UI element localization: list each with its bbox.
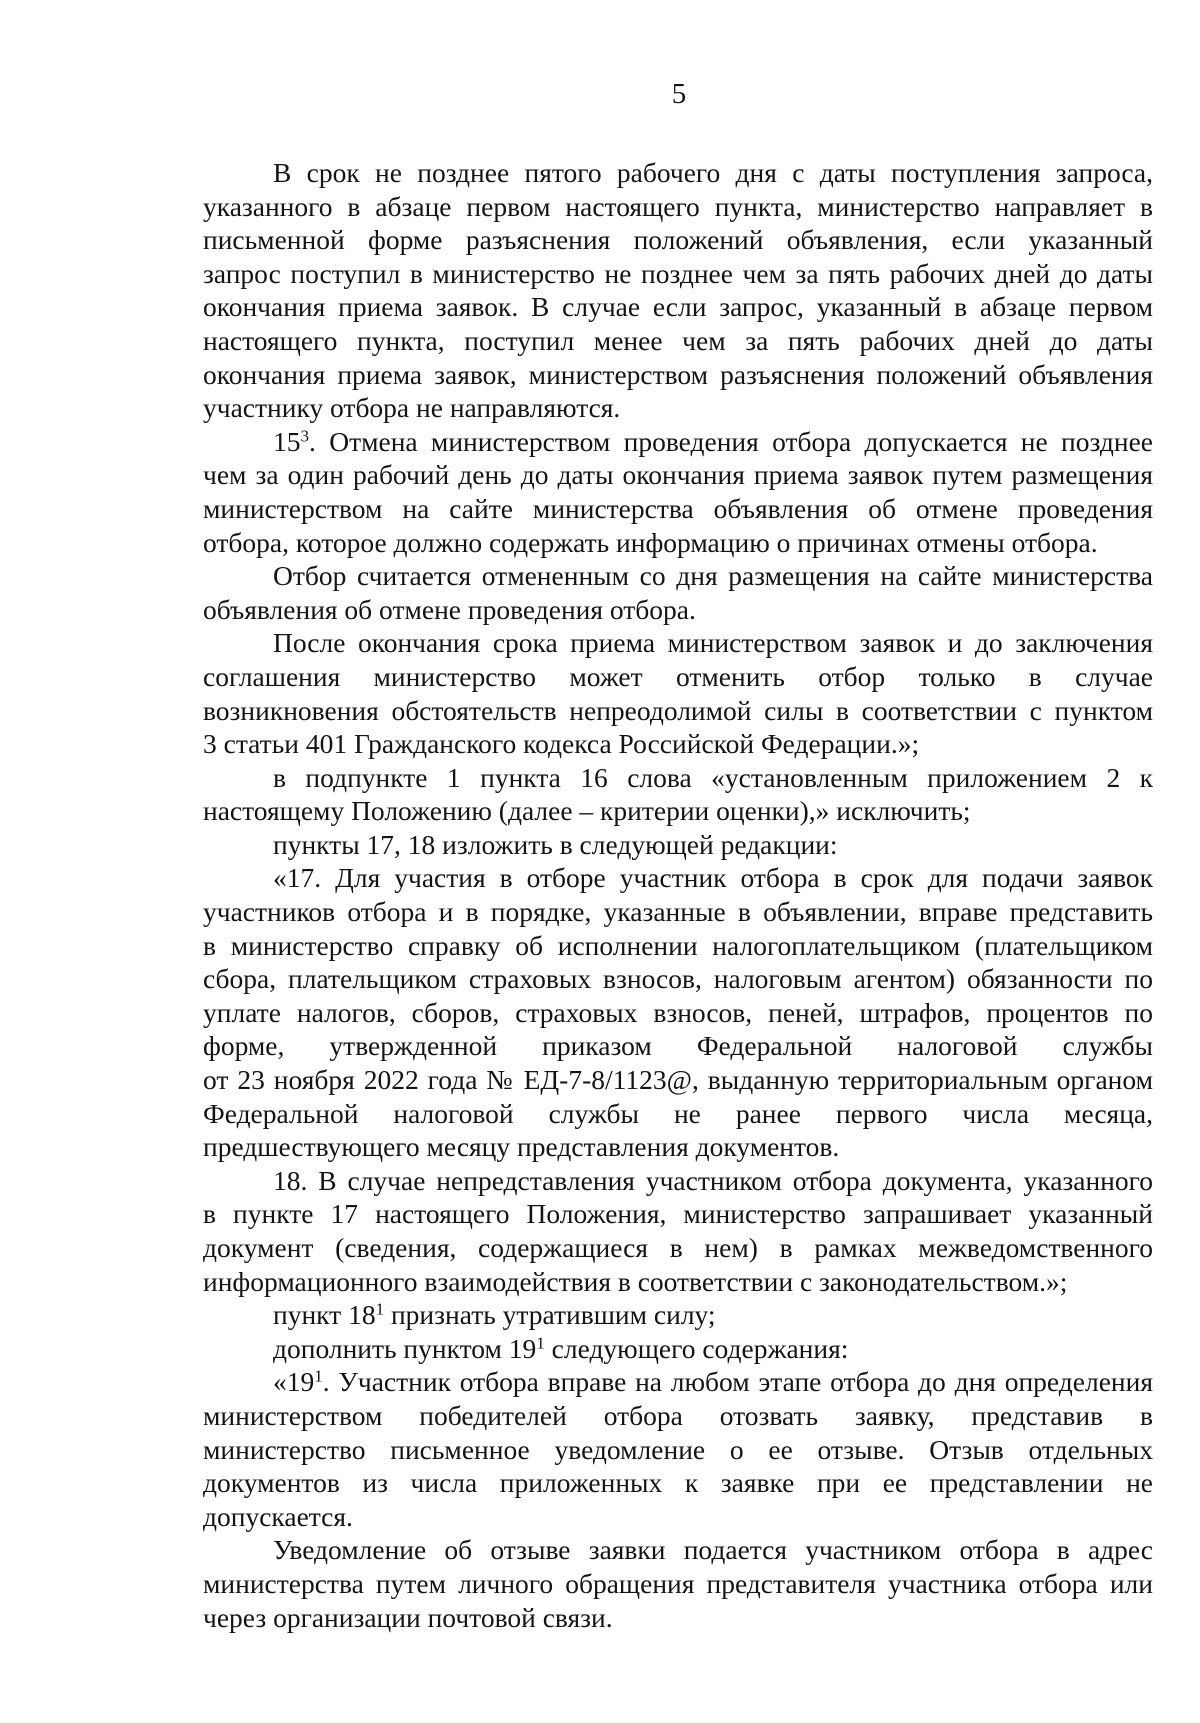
text-line: окончания приема заявок, министерством разъяснения положений объявления: [203, 358, 1153, 390]
text-line: настоящего пункта, поступил менее чем за пять рабочих дней до даты: [203, 324, 1153, 356]
text-line: в подпункте 1 пункта 16 слова «установленным приложением 2 к: [273, 761, 1153, 793]
paragraph: [203, 1298, 1153, 1332]
text-line: В срок не позднее пятого рабочего дня с даты поступления запроса,: [273, 157, 1153, 188]
line-text: . Участник отбора вправе на любом этапе отбора до дня определения: [322, 1366, 1153, 1398]
line-text: следующего содержания:: [544, 1332, 849, 1364]
text-line: отбора, которое должно содержать информацию о причинах отмены отбора.: [203, 526, 1098, 558]
text-line: После окончания срока приема министерством заявок и до заключения: [273, 627, 1153, 659]
line-text: признать утратившим силу;: [384, 1299, 716, 1331]
text-line: участников отбора и в порядке, указанные в объявлении, вправе представить: [203, 896, 1153, 928]
paragraph: [203, 626, 1153, 760]
line-text: . Отмена министерством проведения отбора допускается не позднее: [309, 425, 1153, 457]
text-line: уплате налогов, сборов, страховых взносов, пеней, штрафов, процентов по: [203, 996, 1153, 1028]
text-line: документов из числа приложенных к заявке при ее представлении не: [203, 1467, 1153, 1499]
paragraph: [203, 156, 1153, 425]
paragraph: [203, 761, 1153, 828]
text-line: объявления об отмене проведения отбора.: [203, 593, 696, 625]
text-line: Уведомление об отзыве заявки подается участником отбора в адрес: [273, 1534, 1153, 1566]
clause-number: 15: [273, 425, 301, 457]
paragraph: [203, 1332, 1153, 1366]
superscript: 1: [536, 1333, 545, 1353]
paragraph: [203, 861, 1153, 1163]
text-line: министерством победителей отбора отозвать заявку, представив в: [203, 1399, 1153, 1431]
text-line: [203, 1332, 1153, 1366]
superscript: 1: [375, 1299, 385, 1319]
text-line: [203, 425, 1153, 459]
text-line: 3 статьи 401 Гражданского кодекса Российской Федерации.»;: [203, 728, 920, 760]
text-line: настоящему Положению (далее – критерии оценки),» исключить;: [203, 795, 971, 827]
paragraph: [203, 828, 1153, 862]
text-line: возникновения обстоятельств непреодолимой силы в соответствии с пунктом: [203, 694, 1153, 726]
text-line: письменной форме разъяснения положений объявления, если указанный: [203, 224, 1153, 256]
text-line: в министерство справку об исполнении налогоплательщиком (плательщиком: [203, 929, 1153, 961]
paragraph: [203, 1365, 1153, 1533]
paragraph: [203, 1164, 1153, 1298]
text-line: чем за один рабочий день до даты окончания приема заявок путем размещения: [203, 459, 1153, 491]
text-line: в пункте 17 настоящего Положения, министерство запрашивает указанный: [203, 1198, 1153, 1230]
page-number: 5: [671, 78, 687, 110]
text-line: «17. Для участия в отборе участник отбора в срок для подачи заявок: [273, 862, 1153, 894]
line-text: дополнить пунктом 19: [273, 1332, 537, 1364]
text-line: пункты 17, 18 изложить в следующей редакции:: [273, 828, 838, 860]
text-line: министерством на сайте министерства объявления об отмене проведения: [203, 492, 1153, 524]
text-line: информационного взаимодействия в соответствии с законодательством.»;: [203, 1265, 1068, 1297]
paragraph: [203, 559, 1153, 626]
superscript: 3: [300, 426, 310, 446]
document-body: [203, 156, 1153, 1634]
text-line: 18. В случае непредставления участником отбора документа, указанного: [273, 1164, 1153, 1196]
text-line: [203, 1365, 1153, 1399]
paragraph: [203, 425, 1153, 559]
text-line: министерство письменное уведомление о ее отзыве. Отзыв отдельных: [203, 1433, 1153, 1465]
text-line: соглашения министерство может отменить отбор только в случае: [203, 660, 1153, 692]
text-line: Отбор считается отмененным со дня размещения на сайте министерства: [273, 560, 1153, 592]
line-text: пункт 18: [273, 1299, 376, 1331]
text-line: министерства путем личного обращения представителя участника отбора или: [203, 1567, 1153, 1599]
text-line: от 23 ноября 2022 года № ЕД-7-8/1123@, выданную территориальным органом: [203, 1064, 1153, 1096]
clause-number: «19: [273, 1366, 315, 1398]
text-line: сбора, плательщиком страховых взносов, налоговым агентом) обязанности по: [203, 963, 1153, 995]
text-line: через организации почтовой связи.: [203, 1601, 613, 1633]
paragraph: [203, 1533, 1153, 1634]
text-line: участнику отбора не направляются.: [203, 392, 621, 424]
text-line: допускается.: [203, 1500, 353, 1532]
text-line: Федеральной налоговой службы не ранее первого числа месяца,: [203, 1097, 1153, 1129]
text-line: [203, 1298, 1153, 1332]
text-line: указанного в абзаце первом настоящего пункта, министерство направляет в: [203, 190, 1153, 222]
text-line: окончания приема заявок. В случае если запрос, указанный в абзаце первом: [203, 291, 1153, 323]
text-line: запрос поступил в министерство не позднее чем за пять рабочих дней до даты: [203, 257, 1153, 289]
text-line: документ (сведения, содержащиеся в нем) в рамках межведомственного: [203, 1232, 1153, 1263]
text-line: форме, утвержденной приказом Федеральной налоговой службы: [203, 1030, 1153, 1062]
text-line: предшествующего месяцу представления документов.: [203, 1131, 840, 1163]
superscript: 1: [314, 1367, 323, 1386]
